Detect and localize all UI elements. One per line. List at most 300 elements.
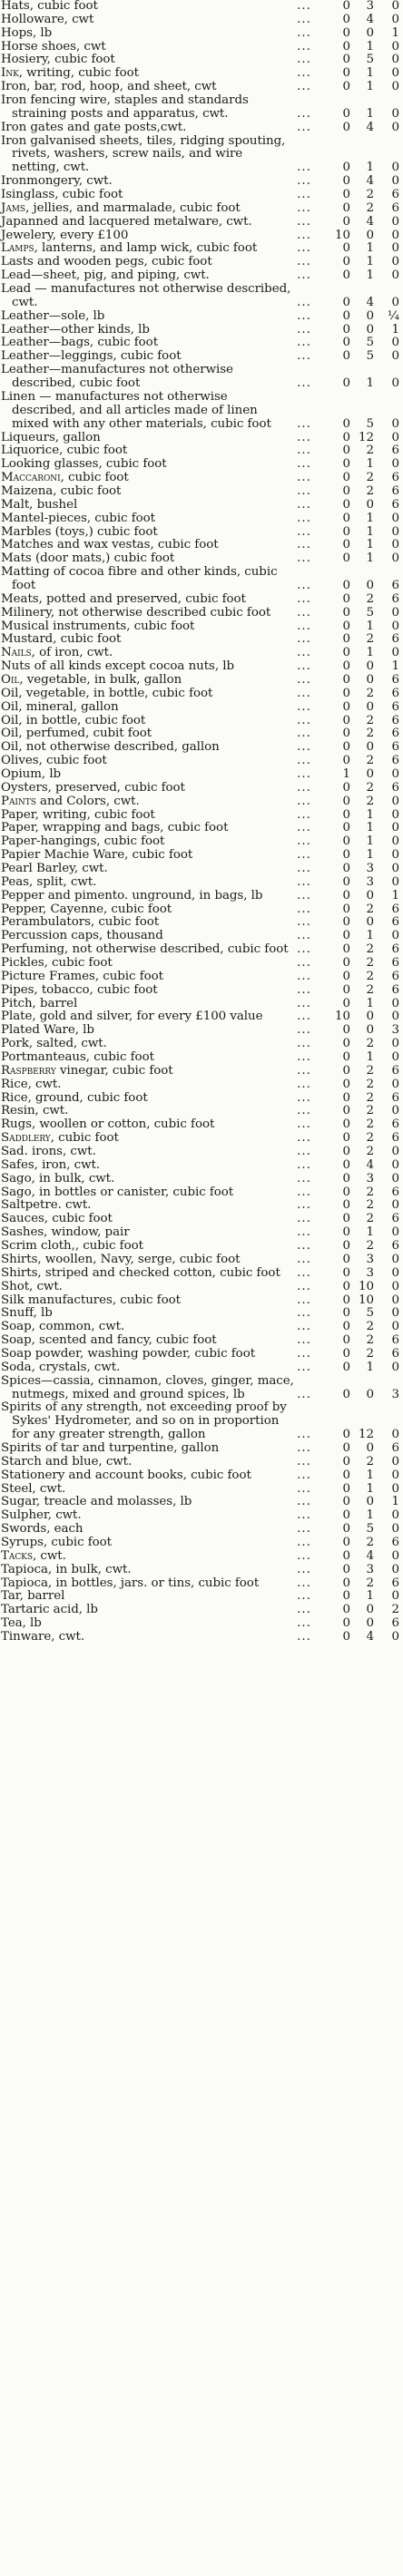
item-text: Pitch, barrel [1, 996, 78, 1010]
rate-shillings: 3 [366, 1171, 374, 1186]
rate-columns [294, 472, 401, 485]
item-description [1, 1010, 294, 1024]
item-text: Liquorice, cubic foot [1, 444, 128, 458]
leader-dots: ... [297, 713, 311, 727]
item-name-smallcaps: Tacks [1, 1548, 33, 1563]
rate-shillings: 1 [366, 457, 374, 472]
tariff-entry [1, 1132, 401, 1146]
tariff-entry [1, 202, 401, 216]
item-description [1, 81, 294, 94]
rate-pence: 6 [391, 699, 399, 714]
leader-dots: ... [297, 848, 311, 863]
leader-dots: ... [297, 1333, 311, 1348]
item-description [1, 727, 294, 741]
item-name-smallcaps: Raspberry [1, 1063, 56, 1078]
rate-pence: 0 [391, 1279, 399, 1293]
rate-pence: 0 [391, 1157, 399, 1172]
leader-dots: ... [297, 1562, 311, 1576]
item-description [1, 1105, 294, 1118]
leader-dots: ... [297, 1440, 311, 1455]
leader-dots: ... [297, 862, 311, 875]
rate-pounds: 0 [342, 888, 350, 903]
rate-pounds: 0 [342, 659, 350, 674]
rate-columns [294, 1294, 401, 1308]
item-text: Maizena, cubic foot [1, 483, 122, 498]
tariff-entry [1, 432, 401, 445]
leader-dots: ... [297, 1522, 311, 1537]
item-description [1, 876, 294, 890]
rate-shillings: 1 [366, 268, 374, 283]
leader-dots: ... [297, 174, 311, 189]
leader-dots: ... [297, 39, 311, 54]
rate-pounds: 0 [342, 740, 350, 755]
tariff-entry [1, 310, 401, 324]
rate-pence: 0 [391, 241, 399, 256]
rate-columns [294, 337, 401, 350]
rate-shillings: 12 [358, 430, 374, 444]
rate-pence: 0 [391, 538, 399, 552]
rate-pence: 0 [391, 416, 399, 431]
leader-dots: ... [297, 1346, 311, 1361]
item-text: and Colors, cwt. [35, 794, 140, 808]
tariff-entry [1, 701, 401, 715]
rate-pounds: 0 [342, 200, 350, 215]
rate-columns [294, 1307, 401, 1321]
item-text: Rice, cwt. [1, 1077, 62, 1091]
rate-pence: 6 [391, 956, 399, 971]
rate-pence: 1 [391, 1495, 399, 1509]
rate-shillings: 2 [366, 956, 374, 971]
rate-columns [294, 633, 401, 647]
leader-dots: ... [297, 821, 311, 835]
rate-pence: 0 [391, 929, 399, 943]
rate-pence: 6 [391, 1576, 399, 1590]
tariff-entry [1, 444, 401, 458]
item-text: Mantel-pieces, cubic foot [1, 511, 155, 525]
rate-pence: 6 [391, 740, 399, 755]
rate-shillings: 2 [366, 591, 374, 606]
rate-pounds: 0 [342, 1157, 350, 1172]
rate-shillings: 4 [366, 120, 374, 134]
tariff-entry [1, 472, 401, 485]
rate-columns [294, 202, 401, 216]
tariff-entry [1, 1024, 401, 1038]
rate-pence: 0 [391, 457, 399, 472]
rate-pounds: 0 [342, 1225, 350, 1240]
tariff-entry [1, 67, 401, 81]
rate-shillings: 1 [366, 551, 374, 566]
rate-columns [294, 580, 401, 593]
rate-columns [294, 971, 401, 984]
rate-shillings: 1 [366, 1508, 374, 1523]
leader-dots: ... [297, 1117, 311, 1132]
leader-dots: ... [297, 349, 311, 364]
leader-dots: ... [297, 1589, 311, 1604]
rate-columns [294, 1281, 401, 1294]
rate-pounds: 0 [342, 834, 350, 849]
leader-dots: ... [297, 1252, 311, 1266]
item-description [1, 189, 294, 202]
rate-pounds: 0 [342, 862, 350, 875]
item-description [1, 1550, 294, 1564]
rate-columns [294, 903, 401, 917]
rate-pounds: 0 [342, 1508, 350, 1523]
leader-dots: ... [297, 241, 311, 256]
tariff-entry [1, 593, 401, 607]
leader-dots: ... [297, 794, 311, 808]
rate-pence: ¼ [388, 308, 399, 323]
rate-columns [294, 1024, 401, 1038]
rate-shillings: 5 [366, 53, 374, 67]
item-text: Shirts, striped and checked cotton, cubic foot [1, 1265, 280, 1280]
rate-pounds: 0 [342, 1576, 350, 1590]
rate-pounds: 0 [342, 1320, 350, 1334]
rate-pence: 0 [391, 646, 399, 660]
item-description [1, 1092, 294, 1106]
item-text: Sago, in bulk, cwt. [1, 1171, 115, 1186]
rate-shillings: 4 [366, 214, 374, 229]
leader-dots: ... [297, 551, 311, 566]
rate-pence: 0 [391, 228, 399, 242]
item-text: Pork, salted, cwt. [1, 1037, 107, 1051]
leader-dots: ... [297, 228, 311, 242]
leader-dots: ... [297, 308, 311, 323]
rate-columns [294, 122, 401, 135]
leader-dots: ... [297, 1508, 311, 1523]
leader-dots: ... [297, 578, 311, 592]
tariff-entry [1, 54, 401, 67]
item-text: Meats, potted and preserved, cubic foot [1, 591, 246, 606]
tariff-entry [1, 607, 401, 620]
rate-columns [294, 1389, 401, 1402]
rate-columns [294, 324, 401, 337]
item-description [1, 943, 294, 957]
rate-pence: 0 [391, 1306, 399, 1321]
tariff-entry [1, 1321, 401, 1334]
item-description [1, 1456, 294, 1469]
rate-pence: 0 [391, 1145, 399, 1159]
rate-pence: 0 [391, 1548, 399, 1563]
rate-pounds: 0 [342, 1306, 350, 1321]
rate-pounds: 0 [342, 915, 350, 930]
item-description [1, 647, 294, 660]
tariff-entry [1, 1267, 401, 1281]
rate-shillings: 4 [366, 1157, 374, 1172]
rate-columns [294, 876, 401, 890]
item-description [1, 1226, 294, 1240]
item-description [1, 350, 294, 364]
rate-pounds: 0 [342, 255, 350, 269]
rate-shillings: 1 [366, 1589, 374, 1604]
rate-pence: 1 [391, 25, 399, 40]
leader-dots: ... [297, 834, 311, 849]
rate-pounds: 0 [342, 214, 350, 229]
rate-shillings: 2 [366, 754, 374, 768]
tariff-entry [1, 552, 401, 566]
rate-columns [294, 647, 401, 660]
item-description [1, 1537, 294, 1550]
rate-pence: 0 [391, 1293, 399, 1307]
item-text: , cubic foot [50, 1131, 119, 1146]
tariff-entry [1, 1240, 401, 1254]
item-description [1, 1321, 294, 1334]
rate-columns [294, 1173, 401, 1186]
rate-columns [294, 256, 401, 269]
leader-dots: ... [297, 524, 311, 539]
leader-dots: ... [297, 754, 311, 768]
tariff-entry [1, 782, 401, 795]
item-text: Olives, cubic foot [1, 754, 107, 768]
rate-columns [294, 1199, 401, 1213]
rate-columns [294, 552, 401, 566]
rate-pounds: 0 [342, 956, 350, 971]
rate-pounds: 0 [342, 929, 350, 943]
rate-pence: 6 [391, 497, 399, 512]
rate-shillings: 1 [366, 807, 374, 822]
item-text: Shirts, woollen, Navy, serge, cubic foot [1, 1252, 241, 1266]
tariff-entry [1, 499, 401, 512]
item-text: Starch and blue, cwt. [1, 1454, 133, 1469]
rate-columns [294, 1146, 401, 1159]
rate-pounds: 0 [342, 1548, 350, 1563]
rate-pounds: 0 [342, 349, 350, 364]
rate-columns [294, 161, 401, 175]
leader-dots: ... [297, 1225, 311, 1240]
leader-dots: ... [297, 80, 311, 94]
item-description [1, 971, 294, 984]
rate-shillings: 2 [366, 444, 374, 458]
rate-pounds: 0 [342, 39, 350, 54]
item-description [1, 566, 294, 593]
rate-columns [294, 1631, 401, 1644]
rate-pence: 6 [391, 483, 399, 498]
rate-shillings: 3 [366, 1252, 374, 1266]
rate-columns [294, 1105, 401, 1118]
tariff-entry [1, 94, 401, 122]
rate-pence: 6 [391, 632, 399, 647]
rate-columns [294, 1469, 401, 1483]
rate-shillings: 1 [366, 106, 374, 121]
rate-columns [294, 1254, 401, 1267]
item-description [1, 1038, 294, 1051]
item-description [1, 1604, 294, 1617]
item-text: , cubic foot [60, 471, 129, 485]
item-description [1, 795, 294, 809]
tariff-list [1, 0, 401, 1644]
item-text: Leather—manufactures not otherwise described, cubic foot [1, 363, 233, 391]
rate-pounds: 0 [342, 1239, 350, 1254]
rate-columns [294, 620, 401, 634]
rate-shillings: 2 [366, 1198, 374, 1213]
rate-pounds: 0 [342, 1117, 350, 1132]
tariff-entry [1, 1442, 401, 1456]
rate-columns [294, 998, 401, 1011]
leader-dots: ... [297, 336, 311, 350]
rate-pence: 0 [391, 376, 399, 391]
tariff-entry [1, 1509, 401, 1523]
rate-columns [294, 727, 401, 741]
item-description [1, 1186, 294, 1200]
item-description [1, 1590, 294, 1604]
leader-dots: ... [297, 25, 311, 40]
rate-shillings: 12 [358, 1428, 374, 1442]
rate-shillings: 1 [366, 1468, 374, 1482]
tariff-entry [1, 1254, 401, 1267]
item-text: Iron fencing wire, staples and standards straining posts and apparatus, cwt. [1, 93, 249, 121]
item-text: , vegetable, in bulk, gallon [19, 672, 182, 687]
rate-columns [294, 512, 401, 526]
rate-shillings: 0 [366, 1616, 374, 1631]
rate-pounds: 0 [342, 1104, 350, 1118]
item-name-smallcaps: Saddlery [1, 1131, 51, 1146]
leader-dots: ... [297, 1050, 311, 1065]
rate-shillings: 2 [366, 1131, 374, 1146]
leader-dots: ... [297, 902, 311, 916]
item-description [1, 1348, 294, 1361]
rate-shillings: 1 [366, 834, 374, 849]
item-text: Spirits of tar and turpentine, gallon [1, 1440, 220, 1455]
rate-pence: 0 [391, 807, 399, 822]
item-description [1, 1199, 294, 1213]
leader-dots: ... [297, 1157, 311, 1172]
tariff-entry [1, 269, 401, 283]
leader-dots: ... [297, 1104, 311, 1118]
rate-pence: 6 [391, 1185, 399, 1199]
rate-pounds: 0 [342, 1077, 350, 1091]
item-text: Lead — manufactures not otherwise described, cwt. [1, 282, 291, 309]
rate-shillings: 1 [366, 511, 374, 525]
rate-pence: 0 [391, 1265, 399, 1280]
tariff-entry [1, 1469, 401, 1483]
item-description [1, 607, 294, 620]
rate-columns [294, 1564, 401, 1577]
tariff-entry [1, 1226, 401, 1240]
rate-pence: 0 [391, 1481, 399, 1496]
item-description [1, 324, 294, 337]
rate-shillings: 2 [366, 632, 374, 647]
tariff-entry [1, 998, 401, 1011]
item-name-smallcaps: Lamps [1, 241, 34, 256]
rate-columns [294, 1038, 401, 1051]
rate-shillings: 2 [366, 1037, 374, 1051]
rate-columns [294, 1348, 401, 1361]
item-description [1, 1307, 294, 1321]
leader-dots: ... [297, 1010, 311, 1024]
rate-pounds: 0 [342, 174, 350, 189]
rate-columns [294, 957, 401, 971]
rate-pence: 6 [391, 942, 399, 957]
rate-shillings: 1 [366, 1050, 374, 1065]
rate-shillings: 0 [366, 322, 374, 337]
rate-pounds: 0 [342, 25, 350, 40]
rate-pounds: 0 [342, 80, 350, 94]
rate-pounds: 0 [342, 632, 350, 647]
tariff-entry [1, 526, 401, 540]
rate-pence: 0 [391, 161, 399, 175]
item-name-smallcaps: Jams [1, 200, 26, 215]
rate-columns [294, 715, 401, 728]
tariff-entry [1, 566, 401, 593]
rate-pence: 0 [391, 1468, 399, 1482]
item-text: Iron galvanised sheets, tiles, ridging spouting, rivets, washers, screw nails, and wire netting, cwt. [1, 133, 286, 175]
leader-dots: ... [297, 1090, 311, 1105]
rate-pounds: 0 [342, 672, 350, 687]
item-text: Hosiery, cubic foot [1, 53, 115, 67]
rate-pence: 0 [391, 1010, 399, 1024]
tariff-entry [1, 1604, 401, 1617]
rate-pence: 6 [391, 471, 399, 485]
leader-dots: ... [297, 686, 311, 700]
rate-pence: 2 [391, 1603, 399, 1617]
rate-shillings: 5 [366, 336, 374, 350]
rate-shillings: 2 [366, 1535, 374, 1549]
item-text: Papier Machie Ware, cubic foot [1, 848, 193, 863]
leader-dots: ... [297, 1387, 311, 1401]
rate-columns [294, 930, 401, 943]
leader-dots: ... [297, 1360, 311, 1374]
rate-columns [294, 1483, 401, 1497]
item-text: Silk manufactures, cubic foot [1, 1293, 181, 1307]
tariff-entry [1, 647, 401, 660]
rate-pounds: 0 [342, 241, 350, 256]
rate-pounds: 0 [342, 416, 350, 431]
rate-shillings: 3 [366, 874, 374, 889]
leader-dots: ... [297, 66, 311, 81]
item-text: Leather—sole, lb [1, 308, 105, 323]
rate-shillings: 0 [366, 672, 374, 687]
item-description [1, 768, 294, 782]
leader-dots: ... [297, 956, 311, 971]
rate-pence: 6 [391, 902, 399, 916]
rate-pence: 0 [391, 1428, 399, 1442]
item-text: Lead—sheet, pig, and piping, cwt. [1, 268, 210, 283]
item-name-smallcaps: Paints [1, 794, 36, 808]
item-text: Opium, lb [1, 766, 62, 781]
rate-pounds: 0 [342, 848, 350, 863]
rate-shillings: 5 [366, 605, 374, 620]
item-description [1, 998, 294, 1011]
rate-columns [294, 54, 401, 67]
item-description [1, 1523, 294, 1537]
rate-shillings: 2 [366, 1454, 374, 1469]
rate-columns [294, 768, 401, 782]
rate-shillings: 0 [366, 497, 374, 512]
rate-pounds: 0 [342, 754, 350, 768]
leader-dots: ... [297, 996, 311, 1010]
rate-pounds: 0 [342, 457, 350, 472]
item-text: , of iron, cwt. [31, 646, 113, 660]
rate-columns [294, 297, 401, 310]
tariff-entry [1, 1617, 401, 1631]
item-text: Sulpher, cwt. [1, 1508, 82, 1523]
tariff-entry [1, 135, 401, 176]
item-description [1, 701, 294, 715]
rate-columns [294, 795, 401, 809]
rate-pounds: 0 [342, 1090, 350, 1105]
rate-pence: 0 [391, 834, 399, 849]
leader-dots: ... [297, 322, 311, 337]
rate-columns [294, 1590, 401, 1604]
item-description [1, 14, 294, 27]
tariff-entry [1, 674, 401, 688]
rate-shillings: 2 [366, 483, 374, 498]
rate-pounds: 0 [342, 699, 350, 714]
rate-columns [294, 701, 401, 715]
rate-columns [294, 1442, 401, 1456]
item-description [1, 903, 294, 917]
rate-pence: 0 [391, 430, 399, 444]
rate-columns [294, 41, 401, 54]
